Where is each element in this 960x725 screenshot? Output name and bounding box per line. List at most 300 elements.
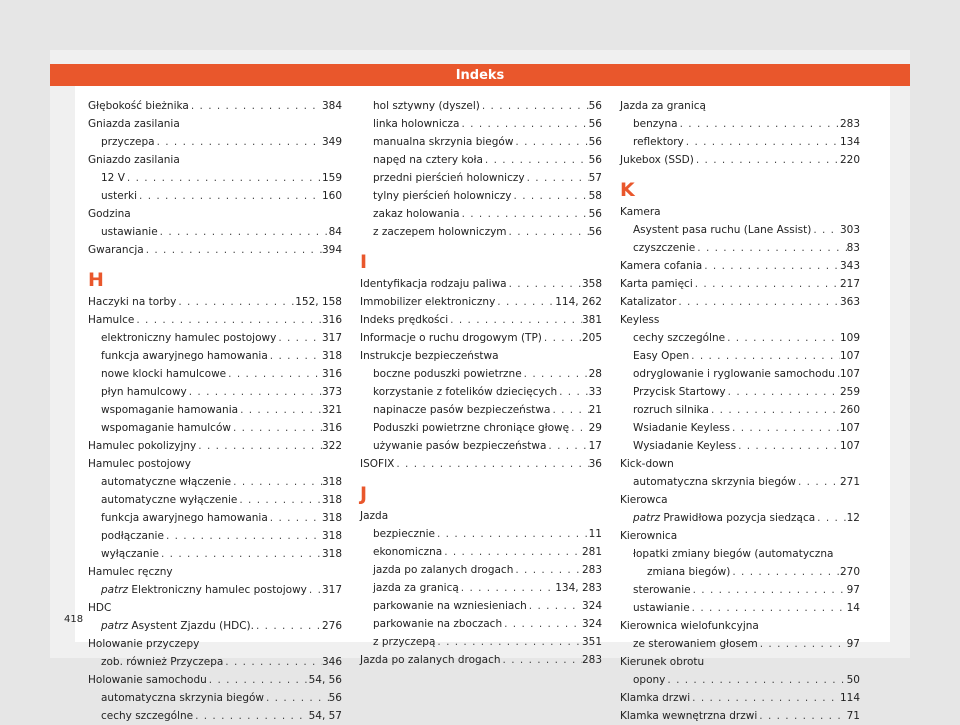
page-reference: 134	[839, 136, 860, 148]
index-term: łopatki zmiany biegów (automatyczna	[633, 548, 834, 560]
index-term: Elektroniczny hamulec postojowy	[131, 584, 307, 596]
section-letter: J	[360, 483, 368, 505]
page-number: 418	[64, 614, 84, 625]
index-entry	[360, 543, 602, 561]
index-term: wyłączanie	[101, 548, 159, 560]
dot-leader	[702, 257, 840, 275]
page-reference: 303	[839, 224, 860, 236]
index-entry	[360, 633, 602, 651]
index-entry	[620, 293, 860, 311]
index-entry	[620, 671, 860, 689]
index-entry	[360, 169, 602, 187]
page-reference: 283	[581, 654, 602, 666]
dot-leader	[495, 293, 555, 311]
page-reference: 343	[839, 260, 860, 272]
index-term: Kierowca	[620, 494, 668, 506]
page-reference: 33	[588, 386, 602, 398]
index-entry-text	[633, 509, 815, 527]
index-entry	[360, 223, 602, 241]
index-entry	[360, 525, 602, 543]
index-entry	[620, 635, 860, 653]
index-entry-text	[633, 239, 695, 257]
dot-leader	[435, 633, 582, 651]
index-term: Hamulec pokolizyjny	[88, 440, 197, 452]
index-term: zob. również Przyczepa	[101, 656, 224, 668]
dot-leader	[435, 525, 589, 543]
index-term: Jukebox (SSD)	[620, 154, 694, 166]
dot-leader	[690, 599, 847, 617]
index-term: Kierownica	[620, 530, 678, 542]
index-entry-text	[620, 617, 759, 635]
index-term: Kamera cofania	[620, 260, 703, 272]
index-term: sterowanie	[633, 584, 691, 596]
page-reference: 36	[588, 458, 602, 470]
index-entry-text	[101, 169, 125, 187]
index-entry	[360, 275, 602, 293]
index-term: ISOFIX	[360, 458, 395, 470]
index-entry	[360, 293, 602, 311]
page-reference: 107	[839, 440, 860, 452]
index-term: podłączanie	[101, 530, 164, 542]
index-entry-text	[633, 671, 665, 689]
index-entry	[88, 671, 342, 689]
page-reference: 160	[321, 190, 342, 202]
index-term: jazda po zalanych drogach	[373, 564, 514, 576]
page-reference: 318	[321, 476, 342, 488]
index-term: automatyczne wyłączenie	[101, 494, 238, 506]
index-entry	[88, 545, 342, 563]
page-reference: 384	[321, 100, 342, 112]
page-reference: 363	[839, 296, 860, 308]
index-term: Wsiadanie Keyless	[633, 422, 731, 434]
dot-leader	[507, 223, 589, 241]
index-term: Identyfikacja rodzaju paliwa	[360, 278, 507, 290]
index-entry-text	[88, 437, 196, 455]
index-entry-text	[373, 205, 460, 223]
index-entry	[620, 509, 860, 527]
dot-leader	[527, 597, 582, 615]
page-reference: 283	[839, 118, 860, 130]
index-entry-text	[633, 419, 730, 437]
dot-leader	[158, 223, 329, 241]
index-entry	[620, 97, 860, 115]
dot-leader	[690, 689, 840, 707]
dot-leader	[694, 151, 840, 169]
dot-leader	[546, 437, 588, 455]
page-reference: 56	[588, 118, 602, 130]
index-entry-text	[373, 187, 512, 205]
index-entry	[360, 205, 602, 223]
dot-leader	[155, 133, 322, 151]
index-entry	[88, 527, 342, 545]
index-entry-text	[373, 97, 480, 115]
dot-leader	[459, 115, 588, 133]
index-term: Kierunek obrotu	[620, 656, 705, 668]
index-entry-text	[101, 223, 158, 241]
index-entry-text	[101, 527, 164, 545]
index-term: hol sztywny (dyszel)	[373, 100, 480, 112]
index-term: Holowanie samochodu	[88, 674, 207, 686]
index-entry	[620, 473, 860, 491]
index-term: czyszczenie	[633, 242, 696, 254]
page-reference: 56	[588, 100, 602, 112]
see-reference: patrz	[101, 620, 129, 632]
dot-leader	[196, 437, 322, 455]
dot-leader	[207, 671, 309, 689]
index-term: ze sterowaniem głosem	[633, 638, 758, 650]
index-term: Easy Open	[633, 350, 690, 362]
page-reference: 373	[321, 386, 342, 398]
page-reference: 134, 283	[555, 582, 602, 594]
page-reference: 17	[588, 440, 602, 452]
see-reference: patrz	[101, 584, 129, 596]
index-term: automatyczna skrzynia biegów	[101, 692, 264, 704]
page-reference: 281	[581, 546, 602, 558]
index-term: Informacje o ruchu drogowym (TP)	[360, 332, 542, 344]
index-term: funkcja awaryjnego hamowania	[101, 350, 268, 362]
index-entry	[620, 221, 860, 239]
page-reference: 259	[839, 386, 860, 398]
page-reference: 394	[321, 244, 342, 256]
index-entry-text	[101, 653, 223, 671]
index-entry-text	[88, 311, 134, 329]
page-reference: 21	[588, 404, 602, 416]
index-entry	[620, 689, 860, 707]
index-term: przyczepa	[101, 136, 155, 148]
index-column-3	[620, 97, 860, 725]
index-entry	[360, 365, 602, 383]
index-entry-text	[360, 275, 507, 293]
index-entry	[620, 545, 860, 563]
page-reference: 217	[839, 278, 860, 290]
index-entry-text	[373, 419, 569, 437]
index-entry-text	[373, 151, 483, 169]
page-reference: 28	[588, 368, 602, 380]
index-entry	[620, 527, 860, 545]
index-entry-text	[360, 455, 394, 473]
index-entry	[88, 293, 342, 311]
page-reference: 322	[321, 440, 342, 452]
index-entry	[88, 223, 342, 241]
index-entry	[360, 437, 602, 455]
index-entry	[620, 617, 860, 635]
index-entry-text	[633, 115, 678, 133]
dot-leader	[501, 651, 582, 669]
index-entry-text	[373, 401, 550, 419]
index-entry-text	[101, 491, 237, 509]
page-reference: 56	[588, 154, 602, 166]
dot-leader	[815, 509, 846, 527]
dot-leader	[758, 635, 847, 653]
index-term: Asystent Zjazdu (HDC).	[131, 620, 254, 632]
index-entry-text	[620, 151, 694, 169]
index-term: Katalizator	[620, 296, 677, 308]
page-reference: 58	[588, 190, 602, 202]
page-reference: 351	[581, 636, 602, 648]
dot-leader	[164, 527, 322, 545]
index-entry-text	[360, 311, 448, 329]
page-reference: 205	[581, 332, 602, 344]
index-entry	[620, 401, 860, 419]
page-reference: 270	[839, 566, 860, 578]
dot-leader	[502, 615, 582, 633]
dot-leader	[507, 275, 582, 293]
dot-leader	[726, 383, 840, 401]
dot-leader	[725, 329, 840, 347]
index-term: Przycisk Startowy	[633, 386, 726, 398]
index-entry-text	[373, 525, 435, 543]
index-entry-text	[360, 347, 499, 365]
page-reference: 358	[581, 278, 602, 290]
page-reference: 159	[321, 172, 342, 184]
index-entry-text	[633, 401, 709, 419]
page-reference: 50	[846, 674, 860, 686]
dot-leader	[137, 187, 322, 205]
index-entry	[88, 473, 342, 491]
index-entry-text	[373, 615, 502, 633]
dot-leader	[550, 401, 588, 419]
dot-leader	[144, 241, 322, 259]
dot-leader	[459, 579, 555, 597]
index-entry	[360, 97, 602, 115]
dot-leader	[676, 293, 840, 311]
dot-leader	[730, 563, 840, 581]
index-term: elektroniczny hamulec postojowy	[101, 332, 277, 344]
index-term: ustawianie	[633, 602, 690, 614]
dot-leader	[307, 581, 322, 599]
dot-leader	[237, 491, 322, 509]
index-entry	[88, 97, 342, 115]
dot-leader	[757, 707, 846, 725]
index-entry-text	[633, 635, 758, 653]
dot-leader	[811, 221, 840, 239]
index-term: benzyna	[633, 118, 678, 130]
index-entry	[360, 187, 602, 205]
index-entry	[360, 651, 602, 669]
index-entry-text	[88, 455, 191, 473]
index-entry-text	[101, 581, 307, 599]
index-term: Jazda za granicą	[620, 100, 706, 112]
dot-leader	[442, 543, 582, 561]
index-entry-text	[373, 437, 546, 455]
index-entry	[620, 239, 860, 257]
page-reference: 381	[581, 314, 602, 326]
index-entry-text	[373, 543, 442, 561]
index-entry	[88, 115, 342, 133]
index-entry-text	[88, 97, 189, 115]
page-reference: 318	[321, 548, 342, 560]
dot-leader	[569, 419, 589, 437]
index-entry	[88, 311, 342, 329]
index-entry-text	[88, 671, 207, 689]
page-reference: 29	[588, 422, 602, 434]
index-entry	[360, 383, 602, 401]
index-entry	[620, 347, 860, 365]
dot-leader	[238, 401, 322, 419]
page-reference: 276	[321, 620, 342, 632]
page-reference: 97	[846, 638, 860, 650]
dot-leader	[693, 275, 840, 293]
index-entry-text	[620, 311, 659, 329]
dot-leader	[513, 561, 582, 579]
index-entry-text	[88, 563, 173, 581]
index-term: napinacze pasów bezpieczeństwa	[373, 404, 551, 416]
index-entry	[620, 563, 860, 581]
index-entry-text	[633, 599, 690, 617]
page-reference: 114, 262	[555, 296, 602, 308]
page-reference: 324	[581, 600, 602, 612]
index-term: funkcja awaryjnego hamowania	[101, 512, 268, 524]
dot-leader	[223, 653, 322, 671]
index-entry	[88, 401, 342, 419]
index-entry	[620, 419, 860, 437]
index-entry	[620, 133, 860, 151]
dot-leader	[512, 187, 589, 205]
index-entry	[88, 151, 342, 169]
index-entry-text	[373, 633, 435, 651]
index-entry	[360, 347, 602, 365]
index-entry	[88, 419, 342, 437]
index-term: automatyczne włączenie	[101, 476, 232, 488]
index-term: Klamka drzwi	[620, 692, 691, 704]
index-entry-text	[101, 347, 268, 365]
dot-leader	[159, 545, 322, 563]
index-entry-text	[360, 507, 388, 525]
index-entry	[88, 365, 342, 383]
index-term: cechy szczególne	[633, 332, 726, 344]
index-entry-text	[633, 347, 689, 365]
index-entry-text	[360, 329, 542, 347]
index-entry	[88, 205, 342, 223]
page-reference: 56	[588, 136, 602, 148]
dot-leader	[522, 365, 589, 383]
see-reference: patrz	[633, 512, 661, 524]
dot-leader	[730, 419, 840, 437]
index-entry	[88, 617, 342, 635]
page-reference: 56	[588, 226, 602, 238]
index-entry	[88, 169, 342, 187]
dot-leader	[254, 617, 322, 635]
index-term: przedni pierścień holowniczy	[373, 172, 525, 184]
page-reference: 56	[328, 692, 342, 704]
index-entry	[88, 187, 342, 205]
index-entry	[620, 707, 860, 725]
index-term: Hamulce	[88, 314, 135, 326]
index-entry	[88, 653, 342, 671]
index-entry	[620, 365, 860, 383]
index-entry-text	[620, 653, 704, 671]
index-entry-text	[373, 561, 513, 579]
index-term: manualna skrzynia biegów	[373, 136, 514, 148]
page-reference: 260	[839, 404, 860, 416]
index-term: 12 V	[101, 172, 125, 184]
index-term: zakaz holowania	[373, 208, 460, 220]
dot-leader	[264, 689, 329, 707]
index-term: Kamera	[620, 206, 661, 218]
index-term: usterki	[101, 190, 138, 202]
page-reference: 152, 158	[295, 296, 342, 308]
section-letter: I	[360, 251, 368, 273]
index-term: Głębokość bieżnika	[88, 100, 189, 112]
index-term: Gwarancja	[88, 244, 144, 256]
index-term: korzystanie z fotelików dziecięcych	[373, 386, 558, 398]
index-column-1	[88, 97, 342, 725]
index-term: automatyczna skrzynia biegów	[633, 476, 796, 488]
index-entry-text	[633, 365, 835, 383]
page-reference: 318	[321, 530, 342, 542]
index-entry	[620, 581, 860, 599]
index-entry-text	[373, 365, 522, 383]
index-entry-text	[101, 329, 276, 347]
index-term: HDC	[88, 602, 112, 614]
dot-leader	[268, 509, 322, 527]
dot-leader	[513, 133, 588, 151]
index-term: Prawidłowa pozycja siedząca	[663, 512, 816, 524]
index-entry	[88, 133, 342, 151]
index-term: zmiana biegów)	[647, 566, 731, 578]
index-entry-text	[373, 169, 525, 187]
page-reference: 349	[321, 136, 342, 148]
index-term: Kick-down	[620, 458, 674, 470]
index-entry-text	[633, 329, 725, 347]
index-entry	[360, 615, 602, 633]
page-reference: 57	[588, 172, 602, 184]
page-reference: 84	[328, 226, 342, 238]
index-entry-text	[620, 707, 757, 725]
index-entry-text	[373, 223, 507, 241]
dot-leader	[689, 347, 840, 365]
index-term: rozruch silnika	[633, 404, 709, 416]
index-term: jazda za granicą	[373, 582, 459, 594]
index-entry-text	[633, 133, 684, 151]
index-entry	[88, 455, 342, 473]
dot-leader	[176, 293, 295, 311]
index-entry	[360, 329, 602, 347]
index-term: używanie pasów bezpieczeństwa	[373, 440, 547, 452]
page-header	[50, 64, 910, 86]
index-entry	[360, 419, 602, 437]
index-term: Jazda	[360, 510, 389, 522]
page-reference: 56	[588, 208, 602, 220]
index-entry-text	[101, 545, 159, 563]
index-entry	[360, 311, 602, 329]
index-entry-text	[620, 689, 690, 707]
index-entry-text	[633, 221, 811, 239]
index-entry-text	[88, 151, 180, 169]
index-term: wspomaganie hamowania	[101, 404, 239, 416]
index-entry-text	[633, 581, 691, 599]
index-entry-text	[620, 527, 677, 545]
index-term: Indeks prędkości	[360, 314, 449, 326]
section-letter: K	[620, 179, 635, 201]
index-entry	[360, 401, 602, 419]
dot-leader	[125, 169, 322, 187]
index-entry-text	[101, 473, 231, 491]
dot-leader	[736, 437, 840, 455]
index-entry-text	[360, 651, 501, 669]
index-entry-text	[101, 133, 155, 151]
index-entry	[620, 275, 860, 293]
index-entry-text	[101, 617, 254, 635]
page-reference: 324	[581, 618, 602, 630]
page-reference: 107	[839, 422, 860, 434]
index-term: napęd na cztery koła	[373, 154, 483, 166]
dot-leader	[231, 473, 322, 491]
dot-leader	[684, 133, 840, 151]
index-entry	[88, 241, 342, 259]
index-entry	[88, 599, 342, 617]
dot-leader	[695, 239, 846, 257]
